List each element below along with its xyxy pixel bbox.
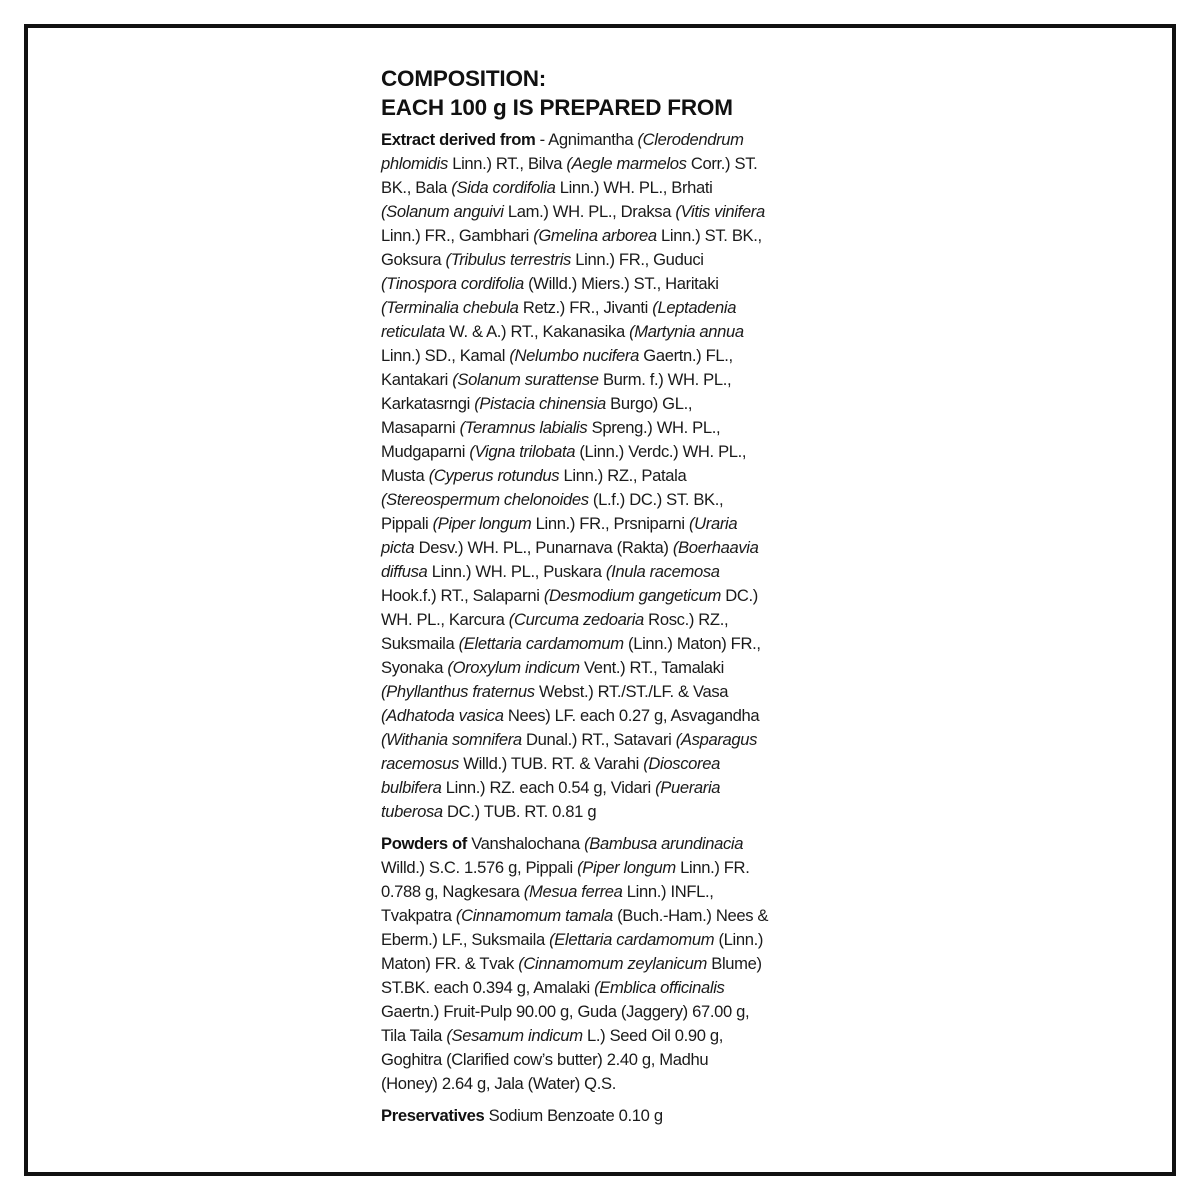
ingredient-text: Pippali <box>381 514 433 533</box>
ingredient-text: Nees) LF. each 0.27 g, Asvagandha <box>503 706 760 725</box>
ingredient-text: Linn.) RZ., Patala <box>559 466 687 485</box>
botanical-name: (Solanum surattense <box>452 370 599 389</box>
botanical-name: (Pistacia chinensia <box>474 394 606 413</box>
extract-line <box>381 392 823 416</box>
botanical-name: diffusa <box>381 562 428 581</box>
extract-line <box>381 320 823 344</box>
powders-line <box>381 928 823 952</box>
extract-line <box>381 800 823 824</box>
extract-line <box>381 704 823 728</box>
botanical-name: (Terminalia chebula <box>381 298 519 317</box>
ingredient-text: Gaertn.) Fruit-Pulp 90.00 g, Guda (Jaggery) 67.00 g, <box>381 1002 750 1021</box>
ingredient-text: Linn.) FR., Guduci <box>571 250 704 269</box>
powders-line <box>381 976 823 1000</box>
ingredient-text: Linn.) FR., Prsniparni <box>531 514 689 533</box>
extract-line <box>381 728 823 752</box>
extract-line <box>381 248 823 272</box>
ingredient-text: 0.788 g, Nagkesara <box>381 882 524 901</box>
botanical-name: phlomidis <box>381 154 448 173</box>
botanical-name: (Piper longum <box>577 858 676 877</box>
extract-line <box>381 488 823 512</box>
ingredient-text: Linn.) WH. PL., Puskara <box>427 562 606 581</box>
ingredient-text: Gaertn.) FL., <box>639 346 733 365</box>
botanical-name: (Pueraria <box>655 778 721 797</box>
preservatives-line <box>381 1104 823 1128</box>
ingredient-text: (Buch.-Ham.) Nees & <box>612 906 769 925</box>
extract-line <box>381 464 823 488</box>
preservatives-paragraph <box>381 1104 823 1128</box>
ingredient-text: Lam.) WH. PL., Draksa <box>503 202 676 221</box>
extract-paragraph <box>381 128 823 824</box>
powders-line <box>381 904 823 928</box>
extract-line <box>381 440 823 464</box>
botanical-name: (Boerhaavia <box>672 538 759 557</box>
ingredient-text: Goghitra (Clarified cow’s butter) 2.40 g, Madhu <box>381 1050 709 1069</box>
ingredient-text: Vanshalochana <box>466 834 585 853</box>
botanical-name: (Cinnamomum tamala <box>455 906 613 925</box>
ingredient-text: Tila Taila <box>381 1026 447 1045</box>
ingredient-text: Blume) <box>706 954 762 973</box>
ingredient-text: Linn.) SD., Kamal <box>381 346 510 365</box>
powders-lead-label: Powders of <box>381 834 467 853</box>
extract-line <box>381 584 823 608</box>
botanical-name: racemosus <box>381 754 460 773</box>
ingredient-text: Linn.) RT., Bilva <box>447 154 567 173</box>
ingredient-text: (Honey) 2.64 g, Jala (Water) Q.S. <box>381 1074 616 1093</box>
botanical-name: (Sesamum indicum <box>446 1026 583 1045</box>
powders-line <box>381 1072 823 1096</box>
extract-line <box>381 296 823 320</box>
botanical-name: (Cinnamomum zeylanicum <box>518 954 707 973</box>
botanical-name: reticulata <box>381 322 445 341</box>
ingredient-text: Vent.) RT., Tamalaki <box>579 658 724 677</box>
ingredient-text: Maton) FR. & Tvak <box>381 954 519 973</box>
botanical-name: (Phyllanthus fraternus <box>381 682 535 701</box>
extract-line <box>381 536 823 560</box>
ingredient-text: Spreng.) WH. PL., <box>587 418 721 437</box>
powders-line <box>381 952 823 976</box>
botanical-name: (Vitis vinifera <box>675 202 765 221</box>
ingredient-text: Linn.) INFL., <box>622 882 714 901</box>
botanical-name: (Aegle marmelos <box>566 154 687 173</box>
botanical-name: (Elettaria cardamomum <box>549 930 715 949</box>
ingredient-text: (Willd.) Miers.) ST., Haritaki <box>523 274 719 293</box>
ingredient-text: (Linn.) Maton) FR., <box>623 634 761 653</box>
ingredient-text: ST.BK. each 0.394 g, Amalaki <box>381 978 595 997</box>
extract-line <box>381 176 823 200</box>
extract-line <box>381 128 823 152</box>
extract-line <box>381 368 823 392</box>
botanical-name: (Elettaria cardamomum <box>458 634 624 653</box>
ingredient-text: Desv.) WH. PL., Punarnava (Rakta) <box>414 538 673 557</box>
ingredient-text: Syonaka <box>381 658 448 677</box>
extract-line <box>381 416 823 440</box>
extract-line <box>381 680 823 704</box>
botanical-name: (Curcuma zedoaria <box>508 610 644 629</box>
composition-panel <box>381 64 823 1128</box>
ingredient-text: Tvakpatra <box>381 906 456 925</box>
ingredient-text: Retz.) FR., Jivanti <box>518 298 653 317</box>
ingredient-text: DC.) TUB. RT. 0.81 g <box>442 802 597 821</box>
extract-lead-label: Extract derived from <box>381 130 536 149</box>
botanical-name: (Martynia annua <box>629 322 744 341</box>
ingredient-text: Karkatasrngi <box>381 394 475 413</box>
preservatives-lead-label: Preservatives <box>381 1106 485 1125</box>
ingredient-text: Willd.) TUB. RT. & Varahi <box>459 754 644 773</box>
extract-line <box>381 608 823 632</box>
botanical-name: (Vigna trilobata <box>469 442 576 461</box>
botanical-name: (Piper longum <box>432 514 532 533</box>
powders-line <box>381 832 823 856</box>
powders-line <box>381 880 823 904</box>
botanical-name: (Solanum anguivi <box>381 202 504 221</box>
ingredient-text: Burm. f.) WH. PL., <box>598 370 732 389</box>
ingredient-text: Hook.f.) RT., Salaparni <box>381 586 544 605</box>
ingredient-text: Rosc.) RZ., <box>643 610 729 629</box>
extract-line <box>381 200 823 224</box>
botanical-name: bulbifera <box>381 778 442 797</box>
ingredient-text: - Agnimantha <box>535 130 638 149</box>
ingredient-text: Linn.) ST. BK., <box>656 226 762 245</box>
botanical-name: (Mesua ferrea <box>523 882 623 901</box>
powders-line <box>381 1048 823 1072</box>
ingredient-text: W. & A.) RT., Kakanasika <box>444 322 630 341</box>
botanical-name: (Gmelina arborea <box>533 226 657 245</box>
ingredient-text: Sodium Benzoate 0.10 g <box>484 1106 663 1125</box>
botanical-name: (Tinospora cordifolia <box>381 274 524 293</box>
botanical-name: (Desmodium gangeticum <box>543 586 721 605</box>
ingredient-text: Musta <box>381 466 429 485</box>
extract-line <box>381 512 823 536</box>
ingredient-text: Kantakari <box>381 370 453 389</box>
ingredient-text: (Linn.) Verdc.) WH. PL., <box>575 442 747 461</box>
ingredient-text: Linn.) WH. PL., Brhati <box>555 178 713 197</box>
botanical-name: (Cyperus rotundus <box>428 466 560 485</box>
extract-line <box>381 344 823 368</box>
botanical-name: (Leptadenia <box>652 298 737 317</box>
ingredient-text: WH. PL., Karcura <box>381 610 509 629</box>
ingredient-text: Corr.) ST. <box>686 154 758 173</box>
botanical-name: (Bambusa arundinacia <box>584 834 744 853</box>
extract-line <box>381 752 823 776</box>
ingredient-text: Dunal.) RT., Satavari <box>521 730 676 749</box>
botanical-name: (Tribulus terrestris <box>445 250 571 269</box>
ingredient-text: Linn.) FR., Gambhari <box>381 226 534 245</box>
botanical-name: (Stereospermum chelonoides <box>381 490 589 509</box>
prepared-from-heading: EACH 100 g IS PREPARED FROM <box>381 95 733 120</box>
extract-line <box>381 632 823 656</box>
botanical-name: (Sida cordifolia <box>451 178 556 197</box>
ingredient-text: Willd.) S.C. 1.576 g, Pippali <box>381 858 578 877</box>
extract-line <box>381 776 823 800</box>
botanical-name: (Asparagus <box>675 730 758 749</box>
botanical-name: (Uraria <box>688 514 738 533</box>
botanical-name: (Clerodendrum <box>637 130 744 149</box>
powders-line <box>381 1000 823 1024</box>
ingredient-text: Masaparni <box>381 418 460 437</box>
botanical-name: (Oroxylum indicum <box>447 658 580 677</box>
powders-line <box>381 1024 823 1048</box>
ingredient-text: Webst.) RT./ST./LF. & Vasa <box>534 682 729 701</box>
botanical-name: (Adhatoda vasica <box>381 706 504 725</box>
botanical-name: (Inula racemosa <box>605 562 720 581</box>
ingredient-text: (L.f.) DC.) ST. BK., <box>588 490 724 509</box>
extract-line <box>381 656 823 680</box>
botanical-name: (Withania somnifera <box>381 730 522 749</box>
extract-line <box>381 152 823 176</box>
botanical-name: (Nelumbo nucifera <box>509 346 639 365</box>
ingredient-text: BK., Bala <box>381 178 452 197</box>
composition-heading: COMPOSITION: <box>381 66 547 91</box>
botanical-name: (Dioscorea <box>643 754 720 773</box>
botanical-name: picta <box>381 538 415 557</box>
ingredient-text: Eberm.) LF., Suksmaila <box>381 930 550 949</box>
extract-line <box>381 224 823 248</box>
ingredient-text: DC.) <box>720 586 758 605</box>
botanical-name: (Teramnus labialis <box>459 418 588 437</box>
powders-paragraph <box>381 832 823 1096</box>
ingredient-text: Burgo) GL., <box>605 394 693 413</box>
powders-line <box>381 856 823 880</box>
ingredient-text: Goksura <box>381 250 446 269</box>
ingredient-text: (Linn.) <box>714 930 764 949</box>
extract-line <box>381 560 823 584</box>
extract-line <box>381 272 823 296</box>
ingredient-text: Linn.) RZ. each 0.54 g, Vidari <box>441 778 656 797</box>
ingredient-text: Mudgaparni <box>381 442 470 461</box>
botanical-name: (Emblica officinalis <box>594 978 725 997</box>
ingredient-text: L.) Seed Oil 0.90 g, <box>582 1026 723 1045</box>
ingredient-text: Linn.) FR. <box>675 858 750 877</box>
ingredient-text: Suksmaila <box>381 634 459 653</box>
botanical-name: tuberosa <box>381 802 443 821</box>
